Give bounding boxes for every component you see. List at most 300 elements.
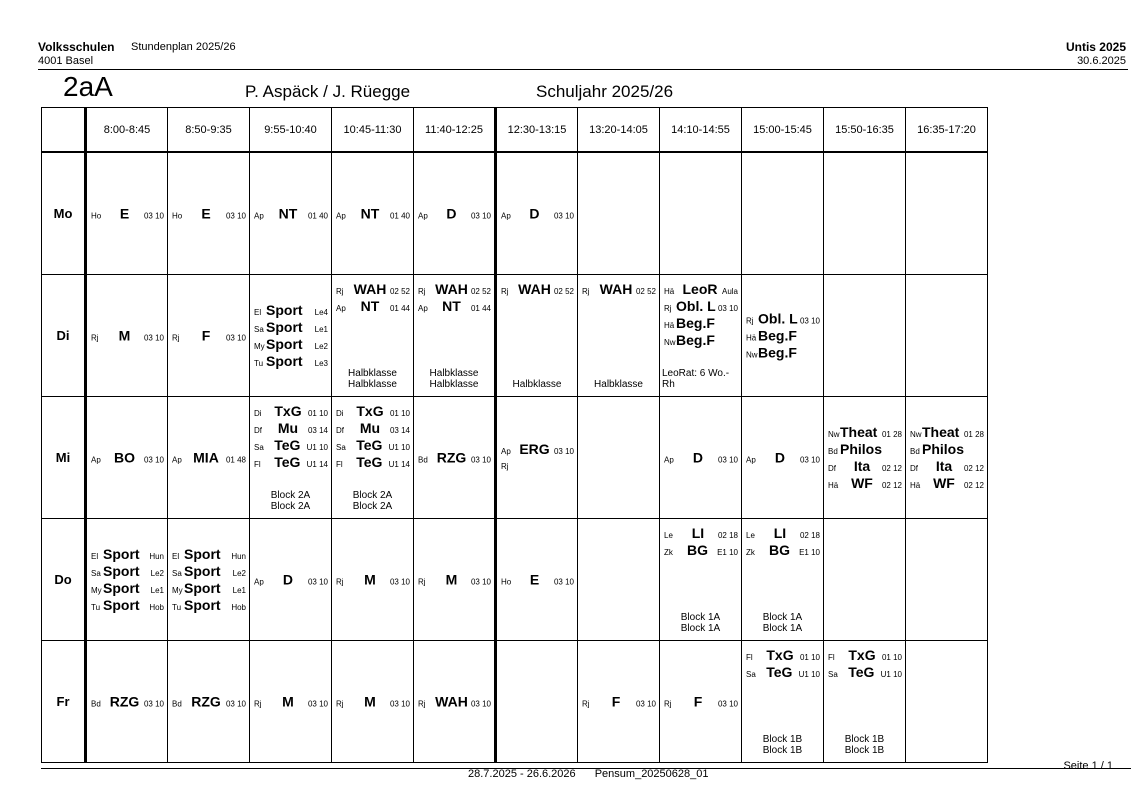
- subject-code: WF: [933, 474, 955, 491]
- room-code: Le1: [314, 324, 328, 334]
- validity-range: 28.7.2025 - 26.6.2026: [468, 768, 576, 780]
- room-code: U1 10: [798, 670, 820, 679]
- lesson-entry: [172, 546, 246, 563]
- lesson-entry: [501, 205, 574, 222]
- subject-code: WAH: [518, 281, 551, 297]
- teacher-code: My: [91, 585, 102, 595]
- subject-code: Sport: [184, 579, 221, 596]
- subject-code: Sport: [266, 301, 303, 318]
- class-teachers: P. Aspäck / J. Rüegge: [245, 82, 411, 101]
- lesson-cell: [496, 397, 578, 519]
- school-year: Schuljahr 2025/26: [536, 82, 674, 101]
- room-code: 01 28: [881, 429, 902, 439]
- room-code: 02 12: [881, 480, 902, 490]
- teacher-code: Ap: [664, 455, 674, 464]
- lesson-cell: [496, 275, 578, 397]
- room-code: 03 10: [799, 455, 820, 464]
- cell-note: [497, 379, 577, 390]
- subject-code: Sport: [103, 545, 140, 562]
- day-name: Di: [42, 275, 86, 397]
- teacher-code: Bd: [828, 446, 838, 456]
- room-code: Le1: [150, 585, 164, 595]
- lesson-entry: [910, 424, 984, 441]
- note-line: Block 2A: [270, 501, 311, 512]
- cell-note: [332, 490, 413, 512]
- teacher-code: Rj: [254, 699, 262, 708]
- teacher-code: El: [91, 551, 99, 561]
- subject-code: Theat: [840, 423, 878, 440]
- teacher-code: Ho: [501, 577, 512, 586]
- subject-code: Beg.F: [758, 344, 797, 360]
- subject-code: LeoR: [682, 281, 718, 297]
- subject-code: LI: [691, 525, 705, 541]
- lesson-entry: [91, 597, 164, 614]
- subject-code: NT: [278, 205, 298, 221]
- lesson-cell: [824, 275, 906, 397]
- lesson-cell: [578, 397, 660, 519]
- subject-code: Sport: [184, 596, 221, 613]
- room-code: Hun: [149, 551, 164, 561]
- subject-code: E: [201, 205, 211, 221]
- lesson-entry: [746, 327, 820, 344]
- teacher-code: El: [172, 551, 180, 561]
- room-code: 03 10: [717, 455, 738, 464]
- teacher-code: Nw: [746, 350, 758, 359]
- lesson-entry: [172, 597, 246, 614]
- period-time: 10:45-11:30: [332, 108, 414, 153]
- note-line: Block 2A: [352, 501, 393, 512]
- footer: [468, 768, 724, 780]
- room-code: Le2: [232, 568, 246, 578]
- teacher-code: Rj: [336, 577, 344, 586]
- room-code: 03 10: [143, 333, 164, 342]
- period-time: 12:30-13:15: [496, 108, 578, 153]
- subject-code: TxG: [848, 647, 876, 663]
- teacher-code: Rj: [501, 287, 509, 296]
- cell-note: [578, 379, 659, 390]
- lesson-entry: [418, 693, 491, 710]
- room-code: 01 40: [389, 211, 410, 220]
- room-code: Hun: [231, 551, 246, 561]
- room-code: E1 10: [799, 548, 820, 557]
- lesson-cell: [824, 641, 906, 763]
- room-code: 01 40: [307, 211, 328, 220]
- subject-code: WAH: [353, 281, 387, 297]
- lesson-cell: [742, 519, 824, 641]
- note-line: Block 1B: [844, 745, 885, 756]
- lesson-entry: [664, 281, 738, 298]
- class-name: 2aA: [63, 71, 113, 102]
- subject-code: Beg.F: [676, 332, 715, 348]
- lesson-cell: [660, 397, 742, 519]
- room-code: 02 12: [963, 480, 984, 490]
- subject-code: Mu: [277, 420, 299, 436]
- teacher-code: Hä: [746, 333, 757, 342]
- cell-note: [742, 734, 823, 756]
- lesson-entry: [91, 693, 164, 710]
- lesson-cell: [250, 641, 332, 763]
- lesson-cell: [824, 519, 906, 641]
- lesson-entry: [254, 205, 328, 222]
- subject-code: ERG: [519, 440, 550, 457]
- period-header-row: [42, 108, 988, 153]
- room-code: Hob: [231, 602, 246, 612]
- teacher-code: Rj: [418, 699, 426, 708]
- teacher-code: Bd: [172, 699, 182, 708]
- subject-code: M: [364, 693, 376, 709]
- room-code: 02 52: [635, 287, 656, 296]
- lesson-cell: [578, 275, 660, 397]
- subject-code: D: [529, 205, 540, 221]
- subject-code: TxG: [766, 647, 794, 663]
- room-code: 02 18: [717, 531, 738, 540]
- teacher-code: Df: [336, 426, 344, 435]
- day-name: Mo: [42, 152, 86, 275]
- teacher-code: Ho: [172, 211, 183, 220]
- subject-code: E: [119, 205, 130, 221]
- note-line: Block 1A: [680, 612, 721, 623]
- subject-code: F: [611, 693, 621, 709]
- teacher-code: Ap: [336, 304, 346, 313]
- teacher-code: Ap: [746, 455, 756, 464]
- subject-code: TeG: [766, 664, 793, 680]
- lesson-entry: [664, 315, 738, 332]
- note-line: Block 1A: [762, 612, 803, 623]
- lesson-entry: [828, 424, 902, 441]
- room-code: 03 10: [307, 577, 328, 586]
- lesson-entry: [254, 319, 328, 336]
- teacher-code: Sa: [254, 324, 264, 334]
- lesson-cell: [414, 519, 496, 641]
- lesson-entry: [746, 310, 820, 327]
- room-code: Le3: [314, 358, 328, 368]
- lesson-entry: [254, 336, 328, 353]
- subject-code: M: [364, 571, 376, 587]
- lesson-cell: [414, 275, 496, 397]
- teacher-code: Hä: [664, 321, 675, 330]
- subject-code: Sport: [103, 596, 140, 613]
- subject-code: TxG: [356, 403, 384, 419]
- teacher-code: Tu: [254, 358, 264, 368]
- subject-code: Ita: [935, 457, 953, 474]
- lesson-cell: [496, 519, 578, 641]
- lesson-cell: [906, 641, 988, 763]
- room-code: 01 44: [470, 304, 491, 313]
- subject-code: M: [282, 693, 294, 709]
- period-time: 13:20-14:05: [578, 108, 660, 153]
- lesson-entry: [336, 437, 410, 454]
- teacher-code: Rj: [746, 316, 754, 325]
- cell-note: [660, 612, 741, 634]
- lesson-entry: [501, 571, 574, 588]
- lesson-cell: [742, 152, 824, 275]
- lesson-entry: [418, 571, 491, 588]
- lesson-entry: [172, 563, 246, 580]
- period-time: 14:10-14:55: [660, 108, 742, 153]
- room-code: 02 52: [553, 287, 574, 296]
- app-name: Untis 2025: [1065, 40, 1126, 54]
- subject-code: Mu: [359, 420, 381, 436]
- subject-code: Philos: [922, 440, 965, 457]
- room-code: Aula: [721, 287, 738, 296]
- corner-cell: [42, 108, 86, 153]
- room-code: U1 14: [306, 460, 328, 469]
- teacher-code: Rj: [501, 461, 509, 471]
- lesson-entry: [746, 344, 820, 361]
- teacher-code: Bd: [910, 446, 920, 456]
- teacher-code: Ap: [418, 304, 428, 313]
- period-time: 11:40-12:25: [414, 108, 496, 153]
- teacher-code: Sa: [746, 670, 756, 679]
- subject-code: F: [201, 327, 211, 343]
- lesson-entry: [91, 546, 164, 563]
- teacher-code: Ap: [91, 455, 101, 464]
- day-name: Fr: [42, 641, 86, 763]
- lesson-cell: [168, 641, 250, 763]
- day-row: [42, 275, 988, 397]
- room-code: 03 10: [225, 699, 246, 708]
- subject-code: M: [118, 327, 131, 343]
- lesson-entry: [664, 332, 738, 349]
- lesson-entry: [336, 571, 410, 588]
- room-code: 03 10: [389, 577, 410, 586]
- room-code: 03 10: [470, 577, 491, 586]
- teacher-code: Hä: [828, 480, 839, 490]
- room-code: 03 10: [143, 699, 164, 708]
- room-code: 02 18: [799, 531, 820, 540]
- teacher-code: Tu: [172, 602, 182, 612]
- room-code: 03 10: [553, 446, 574, 456]
- teacher-code: Rj: [664, 304, 672, 313]
- subject-code: BG: [687, 542, 709, 558]
- room-code: Le2: [314, 341, 328, 351]
- period-time: 8:00-8:45: [86, 108, 168, 153]
- teacher-code: Df: [910, 463, 918, 473]
- lesson-cell: [332, 152, 414, 275]
- page-number: Seite 1 / 1: [1063, 760, 1113, 772]
- note-line: Block 1B: [762, 745, 803, 756]
- teacher-code: My: [172, 585, 183, 595]
- room-code: U1 10: [306, 443, 328, 452]
- lesson-entry: [91, 563, 164, 580]
- period-time: 16:35-17:20: [906, 108, 988, 153]
- room-code: 03 10: [143, 211, 164, 220]
- teacher-code: Le: [746, 531, 755, 540]
- teacher-code: Sa: [336, 443, 346, 452]
- lesson-cell: [332, 397, 414, 519]
- room-code: Le1: [232, 585, 246, 595]
- room-code: 03 10: [717, 699, 738, 708]
- lesson-cell: [578, 519, 660, 641]
- lesson-entry: [418, 449, 491, 466]
- day-row: [42, 397, 988, 519]
- lesson-entry: [664, 449, 738, 466]
- note-line: Halbklasse: [348, 368, 397, 379]
- lesson-entry: [582, 281, 656, 298]
- subject-code: TeG: [356, 454, 383, 470]
- subject-code: Obl. L: [758, 310, 798, 326]
- note-line: Block 1A: [680, 623, 721, 634]
- subject-code: Sport: [184, 545, 221, 562]
- room-code: Hob: [149, 602, 164, 612]
- subject-code: WF: [851, 474, 873, 491]
- subject-code: Philos: [840, 440, 883, 457]
- teacher-code: Rj: [664, 699, 672, 708]
- lesson-cell: [906, 519, 988, 641]
- lesson-cell: [742, 641, 824, 763]
- room-code: 01 10: [307, 409, 328, 418]
- document-type: Stundenplan 2025/26: [131, 41, 236, 53]
- lesson-entry: [828, 664, 902, 681]
- lesson-entry: [254, 302, 328, 319]
- lesson-entry: [418, 298, 491, 315]
- lesson-entry: [254, 693, 328, 710]
- lesson-cell: [86, 397, 168, 519]
- lesson-entry: [828, 441, 902, 458]
- lesson-entry: [664, 525, 738, 542]
- lesson-entry: [254, 437, 328, 454]
- lesson-entry: [254, 571, 328, 588]
- room-code: 02 12: [963, 463, 984, 473]
- subject-code: Sport: [266, 318, 303, 335]
- day-name: Do: [42, 519, 86, 641]
- room-code: U1 10: [388, 443, 410, 452]
- teacher-code: Rj: [582, 699, 590, 708]
- teacher-code: Rj: [172, 333, 180, 342]
- cell-note: [662, 368, 741, 390]
- lesson-entry: [91, 449, 164, 466]
- subject-code: TxG: [274, 403, 302, 419]
- subject-code: Sport: [184, 562, 221, 579]
- cell-note: [742, 612, 823, 634]
- lesson-cell: [86, 641, 168, 763]
- lesson-entry: [336, 298, 410, 315]
- note-line: Block 1A: [762, 623, 803, 634]
- subject-code: BG: [769, 542, 791, 558]
- room-code: 03 10: [799, 316, 820, 325]
- teacher-code: Rj: [336, 699, 344, 708]
- note-line: Block 1B: [762, 734, 803, 745]
- subject-code: LI: [773, 525, 787, 541]
- note-line: Halbklasse: [348, 379, 397, 390]
- subject-code: WAH: [435, 281, 468, 297]
- teacher-code: Le: [664, 531, 673, 540]
- teacher-code: Fl: [828, 653, 835, 662]
- subject-code: RZG: [436, 449, 467, 465]
- note-line: Block 2A: [270, 490, 311, 501]
- cell-note: [332, 368, 413, 390]
- app-header: [1066, 40, 1126, 68]
- lesson-entry: [746, 525, 820, 542]
- teacher-code: Df: [828, 463, 836, 473]
- teacher-code: Nw: [910, 429, 922, 439]
- note-line: Halbklasse: [429, 379, 479, 390]
- lesson-cell: [414, 641, 496, 763]
- teacher-code: Rj: [582, 287, 590, 296]
- subject-code: Sport: [103, 562, 140, 579]
- lesson-cell: [824, 397, 906, 519]
- teacher-code: Fl: [746, 653, 753, 662]
- subject-code: F: [693, 693, 703, 709]
- teacher-code: Ap: [172, 455, 182, 464]
- room-code: 03 10: [143, 455, 164, 464]
- teacher-code: Zk: [746, 548, 755, 557]
- teacher-code: Nw: [828, 429, 840, 439]
- room-code: 01 48: [225, 455, 246, 464]
- period-time: 9:55-10:40: [250, 108, 332, 153]
- teacher-code: Di: [336, 409, 344, 418]
- teacher-code: Sa: [91, 568, 101, 578]
- note-line: Halbklasse: [512, 379, 562, 390]
- lesson-entry: [254, 454, 328, 471]
- room-code: 02 12: [881, 463, 902, 473]
- lesson-cell: [660, 641, 742, 763]
- lesson-cell: [168, 152, 250, 275]
- lesson-cell: [86, 275, 168, 397]
- teacher-code: Ap: [501, 211, 511, 220]
- lesson-entry: [254, 403, 328, 420]
- lesson-entry: [172, 327, 246, 344]
- lesson-cell: [496, 152, 578, 275]
- lesson-entry: [336, 281, 410, 298]
- lesson-cell: [414, 152, 496, 275]
- lesson-entry: [172, 205, 246, 222]
- room-code: 03 10: [307, 699, 328, 708]
- room-code: 03 10: [553, 211, 574, 220]
- subject-code: RZG: [109, 693, 140, 709]
- school-address: 4001 Basel: [38, 55, 94, 67]
- lesson-entry: [418, 205, 491, 222]
- lesson-entry: [664, 542, 738, 559]
- subject-code: NT: [442, 298, 461, 314]
- lesson-cell: [86, 519, 168, 641]
- room-code: 03 10: [225, 333, 246, 342]
- teacher-code: Ap: [418, 211, 428, 220]
- teacher-code: Rj: [418, 287, 426, 296]
- lesson-entry: [336, 693, 410, 710]
- subject-code: E: [529, 571, 540, 587]
- teacher-code: Ap: [336, 211, 346, 220]
- lesson-entry: [172, 449, 246, 466]
- lesson-cell: [578, 152, 660, 275]
- lesson-cell: [496, 641, 578, 763]
- room-code: 03 10: [470, 455, 491, 464]
- teacher-code: Rj: [418, 577, 426, 586]
- lesson-cell: [250, 397, 332, 519]
- teacher-code: Sa: [828, 670, 838, 679]
- teacher-code: Rj: [336, 287, 344, 296]
- teacher-code: El: [254, 307, 262, 317]
- subject-code: Sport: [266, 352, 303, 369]
- teacher-code: Sa: [172, 568, 182, 578]
- room-code: 03 10: [470, 699, 491, 708]
- school-header: [38, 40, 114, 68]
- teacher-code: Tu: [91, 602, 101, 612]
- lesson-entry: [501, 281, 574, 298]
- lesson-entry: [501, 458, 574, 475]
- lesson-entry: [828, 647, 902, 664]
- teacher-code: Bd: [91, 699, 101, 708]
- subject-code: D: [446, 205, 457, 221]
- room-code: U1 14: [388, 460, 410, 469]
- room-code: 03 10: [389, 699, 410, 708]
- cell-note: [250, 490, 331, 512]
- subject-code: TeG: [848, 664, 875, 680]
- lesson-cell: [250, 275, 332, 397]
- lesson-entry: [828, 475, 902, 492]
- lesson-cell: [578, 641, 660, 763]
- subject-code: Sport: [266, 335, 303, 352]
